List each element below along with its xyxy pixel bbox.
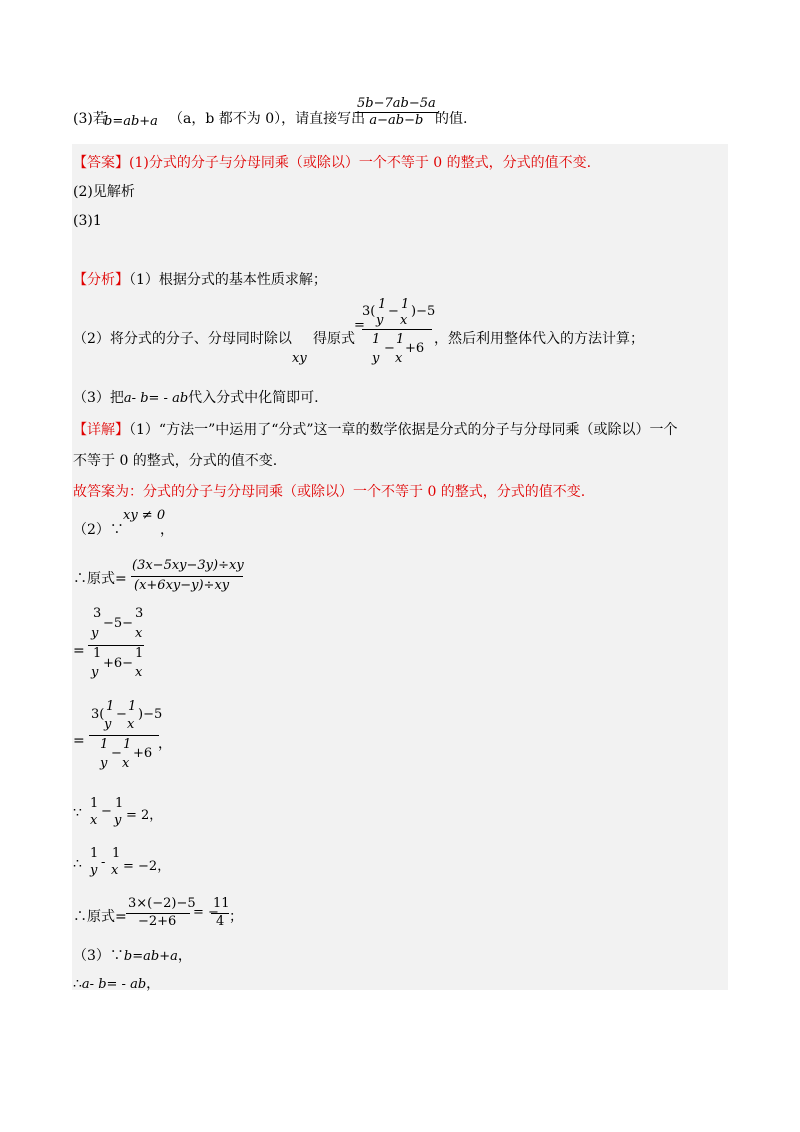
detail-l3-den-frac1-den: y (100, 756, 108, 771)
detail-l1-bar (131, 576, 243, 577)
answer-item-3: (3)1 (73, 213, 102, 229)
detail-l5-frac1-num: 1 (90, 846, 99, 861)
detail-l6-result-den: 4 (216, 914, 225, 929)
detail-l3-num-frac2-den: x (127, 717, 135, 732)
detail-l4-minus: − (101, 804, 112, 819)
analysis-den-frac1-den: y (372, 351, 380, 366)
detail-l6-post: ； (229, 909, 243, 925)
analysis-num-open: 3( (362, 304, 376, 319)
detail-tag: 【详解】 (73, 422, 129, 438)
detail-l2-num-frac2-num: 3 (135, 606, 144, 621)
detail-l5-frac1-den: y (90, 863, 98, 878)
detail-l3-num-close: )−5 (138, 707, 163, 722)
analysis-num-close: )−5 (411, 304, 436, 319)
detail-line-1 (73, 419, 678, 439)
detail-l3-bar (89, 735, 159, 736)
detail-l4-frac2-num: 1 (115, 796, 124, 811)
detail-l7-expr: b=ab+a (123, 949, 178, 964)
analysis-den-minus: − (384, 341, 395, 356)
analysis-den-frac2-den: x (395, 351, 403, 366)
detail-l3-den-frac2-den: x (122, 756, 130, 771)
analysis-den-frac1-num: 1 (372, 332, 381, 347)
detail-1a: （1）“方法一”中运用了“分式”这一章的数学依据是分式的分子与分母同乘（或除以）一个 (129, 422, 678, 438)
detail-l1-den: (x+6xy−y)÷xy (134, 578, 230, 593)
detail-l1-num: (3x−5xy−3y)÷xy (132, 558, 244, 573)
question-suffix: 的值. (435, 111, 468, 127)
detail-l3-eq: = (73, 733, 85, 749)
detail-l5-post: = −2， (123, 859, 171, 874)
analysis-point-2-post: ，然后利用整体代入的方法计算； (434, 331, 644, 347)
analysis-xy: xy (292, 351, 307, 366)
analysis-line-3 (73, 387, 319, 407)
analysis-point-2-mid: 得原式 (313, 331, 355, 347)
answer-item-1: (1)分式的分子与分母同乘（或除以）一个不等于 0 的整式，分式的值不变. (129, 155, 592, 171)
detail-2-pre: （2）∵ (73, 522, 124, 538)
detail-l5-frac2-num: 1 (112, 846, 121, 861)
detail-l4-post: = 2， (126, 808, 163, 823)
detail-1b: 不等于 0 的整式，分式的值不变. (73, 453, 278, 469)
detail-l5-minus: - (101, 855, 106, 870)
analysis-num-frac1-num: 1 (378, 297, 387, 312)
detail-l6-eq: = − (193, 905, 219, 920)
detail-l1-pre: ∴原式= (73, 571, 127, 587)
detail-l5-pre: ∴ (73, 856, 82, 872)
detail-l4-frac1-den: x (90, 813, 98, 828)
analysis-den-plus6: +6 (405, 341, 425, 356)
detail-l8-post: ， (146, 976, 161, 992)
detail-l3-num-frac2-num: 1 (128, 699, 137, 714)
detail-l6-den: −2+6 (138, 914, 177, 929)
detail-l2-den-mid: +6− (103, 656, 134, 671)
detail-l3-num-frac1-den: y (104, 717, 112, 732)
detail-l8-expr: a- b= - ab (81, 977, 147, 992)
detail-2-cond: xy ≠ 0 (123, 508, 166, 523)
analysis-num-minus: − (388, 304, 399, 319)
analysis-num-frac1-den: y (376, 313, 384, 328)
detail-l6-num: 3×(−2)−5 (128, 896, 196, 911)
detail-l4-pre: ∵ (73, 805, 82, 821)
detail-l3-num-frac1-num: 1 (106, 699, 115, 714)
analysis-point-3-pre: （3）把 (73, 390, 124, 406)
analysis-num-frac2-den: x (400, 313, 408, 328)
question-fraction (355, 96, 438, 129)
answer-item-2: (2)见解析 (73, 184, 135, 200)
question-condition: b=ab+a (104, 114, 158, 129)
analysis-num-frac2-num: 1 (401, 297, 410, 312)
detail-l3-den-frac2-num: 1 (123, 737, 132, 752)
detail-l2-den-frac2-num: 1 (135, 646, 144, 661)
detail-l2-num-frac1-den: y (91, 626, 99, 641)
analysis-point-1: （1）根据分式的基本性质求解； (129, 272, 327, 288)
detail-l2-num-frac1-num: 3 (93, 606, 102, 621)
question-fraction-denominator: a−ab−b (369, 113, 424, 128)
detail-l2-den-frac1-den: y (91, 665, 99, 680)
detail-l8 (73, 973, 160, 993)
detail-l6-pre: ∴原式= (73, 909, 127, 925)
detail-1c: 故答案为：分式的分子与分母同乘（或除以）一个不等于 0 的整式，分式的值不变. (73, 484, 586, 500)
detail-l7-pre: （3）∵ (73, 948, 124, 964)
question-paren: （a，b 都不为 0），请直接写出 (169, 111, 366, 127)
answer-tag: 【答案】 (73, 155, 129, 171)
detail-l3-num-minus: − (116, 707, 127, 722)
detail-l2-den-frac1-num: 1 (93, 646, 102, 661)
detail-l7 (73, 945, 192, 965)
detail-l5-frac2-den: x (111, 863, 119, 878)
analysis-den-frac2-num: 1 (396, 332, 405, 347)
detail-l7-post: ， (177, 948, 192, 964)
detail-l2-den-frac2-den: x (135, 665, 143, 680)
analysis-line-1 (73, 269, 327, 289)
detail-l3-comma: ， (158, 736, 172, 752)
analysis-eq: = (354, 318, 365, 333)
analysis-point-3-post: 代入分式中化简即可. (188, 390, 319, 406)
analysis-point-3-expr: a- b= - ab (123, 391, 189, 406)
question-fraction-numerator: 5b−7ab−5a (357, 96, 436, 111)
detail-l3-den-minus: − (111, 746, 122, 761)
analysis-fraction-bar (362, 329, 432, 330)
detail-l6-result-num: 11 (213, 896, 230, 911)
answer-line-1 (73, 152, 591, 172)
analysis-point-2-pre: （2）将分式的分子、分母同时除以 (73, 331, 292, 347)
detail-l2-eq: = (73, 643, 85, 659)
detail-l2-num-mid: −5− (103, 616, 134, 631)
detail-l4-frac1-num: 1 (90, 796, 99, 811)
detail-l4-frac2-den: y (114, 813, 122, 828)
analysis-tag: 【分析】 (73, 272, 129, 288)
detail-2-comma: ， (160, 522, 174, 538)
question-3 (73, 96, 733, 136)
question-prefix: (3)若 (73, 111, 107, 127)
detail-l3-den-frac1-num: 1 (100, 737, 109, 752)
detail-l2-num-frac2-den: x (135, 626, 143, 641)
detail-l8-pre: ∴ (73, 976, 82, 992)
detail-l3-den-plus6: +6 (133, 746, 153, 761)
detail-l3-num-open: 3( (91, 707, 105, 722)
